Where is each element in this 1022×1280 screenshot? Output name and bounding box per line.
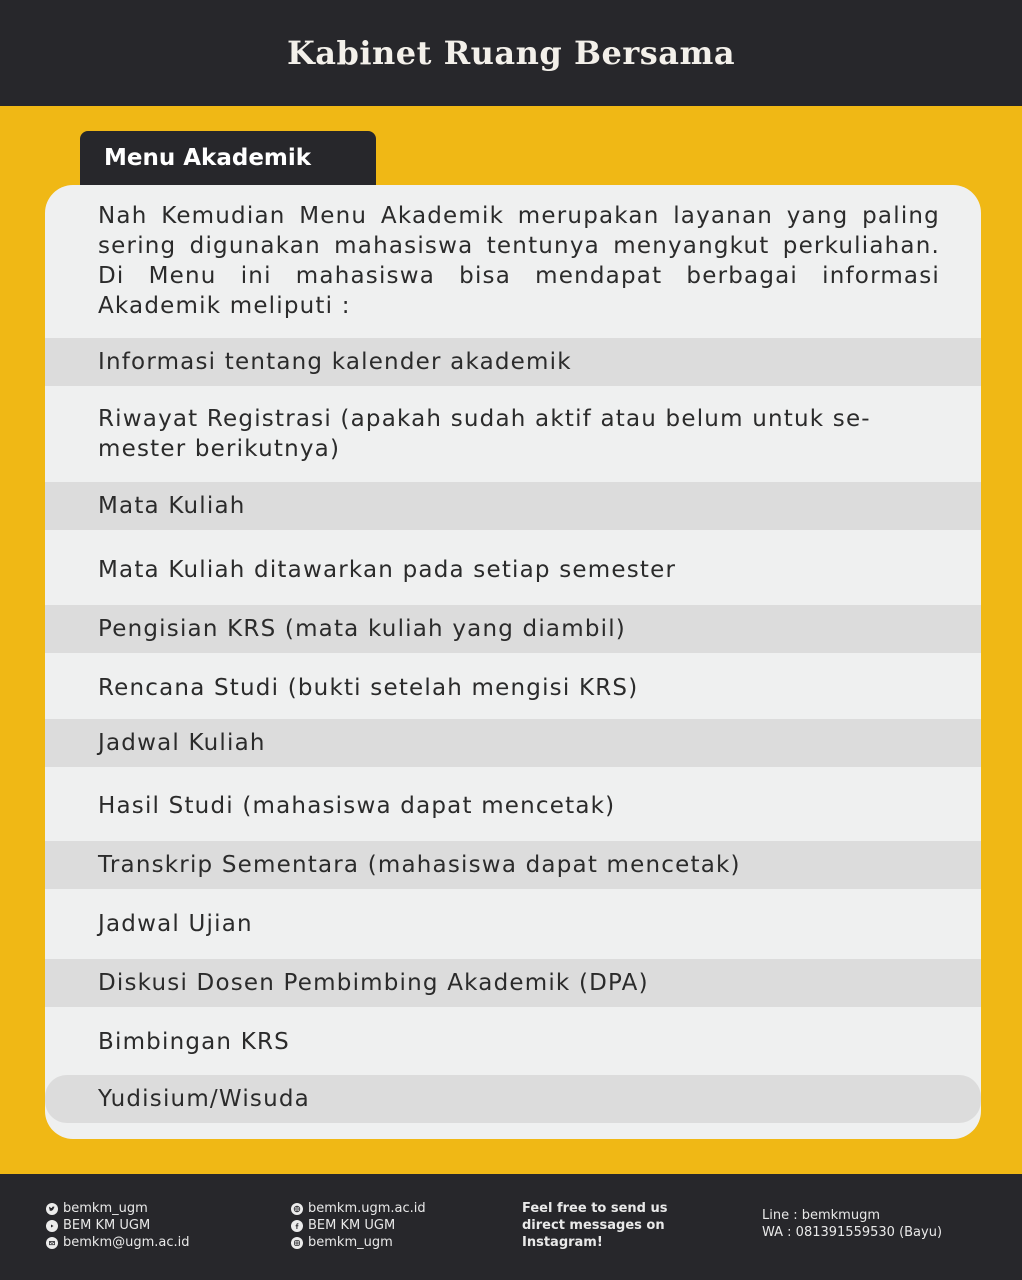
content-card (45, 185, 981, 1139)
section-tab: Menu Akademik (80, 131, 376, 191)
twitter-icon (46, 1203, 58, 1215)
footer-contact (762, 1207, 942, 1241)
facebook-page: BEM KM UGM (308, 1218, 396, 1233)
twitter-handle: bemkm_ugm (63, 1201, 148, 1216)
youtube-channel: BEM KM UGM (63, 1218, 151, 1233)
instagram-icon (291, 1237, 303, 1249)
list-item: Transkrip Sementara (mahasiswa dapat mencetak) (45, 841, 981, 889)
footer-link-facebook[interactable] (291, 1217, 426, 1234)
footer-link-instagram[interactable] (291, 1234, 426, 1251)
message-line: Feel free to send us (522, 1201, 668, 1216)
list-item: Jadwal Kuliah (45, 719, 981, 767)
list-item: Diskusi Dosen Pembimbing Akademik (DPA) (45, 959, 981, 1007)
header-bar (0, 0, 1022, 106)
email-icon (46, 1237, 58, 1249)
list-item: Mata Kuliah ditawarkan pada setiap semester (98, 557, 677, 583)
footer-bar (0, 1174, 1022, 1280)
list-item: Riwayat Registrasi (apakah sudah aktif atau belum untuk se-mester berikutnya) (98, 406, 871, 462)
email-address: bemkm@ugm.ac.id (63, 1235, 190, 1250)
footer-link-twitter[interactable] (46, 1200, 190, 1217)
youtube-icon (46, 1220, 58, 1232)
instagram-handle: bemkm_ugm (308, 1235, 393, 1250)
footer-social-column-1 (46, 1200, 190, 1251)
list-item: Mata Kuliah (45, 482, 981, 530)
line-contact: Line : bemkmugm (762, 1208, 880, 1223)
message-line: direct messages on (522, 1218, 665, 1233)
footer-message (522, 1200, 668, 1251)
list-item: Yudisium/Wisuda (45, 1075, 981, 1123)
globe-icon (291, 1203, 303, 1215)
intro-paragraph: Nah Kemudian Menu Akademik merupakan layanan yang paling sering digunakan mahasiswa tentunya menyangkut perkuliahan. Di Menu ini mahasiswa bisa mendapat berbagai informasi Akademik meliputi : (98, 203, 940, 319)
website-url: bemkm.ugm.ac.id (308, 1201, 426, 1216)
footer-link-website[interactable] (291, 1200, 426, 1217)
footer-link-youtube[interactable] (46, 1217, 190, 1234)
list-item: Bimbingan KRS (98, 1029, 290, 1055)
list-item: Informasi tentang kalender akademik (45, 338, 981, 386)
footer-link-email[interactable] (46, 1234, 190, 1251)
facebook-icon (291, 1220, 303, 1232)
list-item: Rencana Studi (bukti setelah mengisi KRS) (98, 675, 639, 701)
list-item: Hasil Studi (mahasiswa dapat mencetak) (98, 793, 616, 819)
list-item: Jadwal Ujian (98, 911, 253, 937)
list-item: Pengisian KRS (mata kuliah yang diambil) (45, 605, 981, 653)
message-line: Instagram! (522, 1235, 603, 1250)
whatsapp-contact: WA : 081391559530 (Bayu) (762, 1225, 943, 1240)
footer-social-column-2 (291, 1200, 426, 1251)
page-title: Kabinet Ruang Bersama (286, 34, 736, 72)
